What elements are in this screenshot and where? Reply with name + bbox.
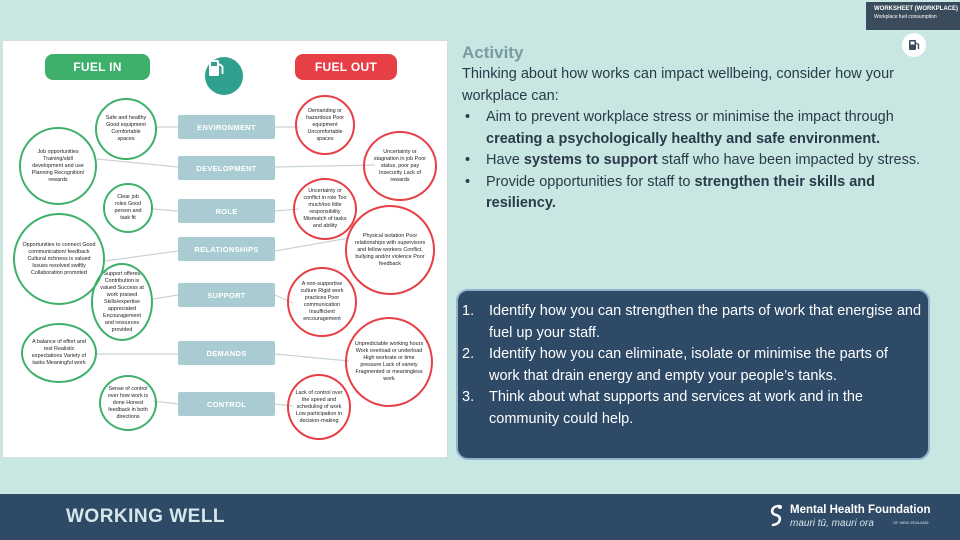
category-relationships: RELATIONSHIPS (178, 237, 275, 261)
step-item: 2. Identify how you can eliminate, isolate or minimise the parts of work that drain energy and empty your people’s tanks. (462, 346, 888, 384)
worksheet-tag (866, 2, 960, 30)
org-country: OF NEW ZEALAND (893, 520, 929, 525)
fuel-out-role: Uncertainty or conflict in role Too much/too little responsibility Mismatch of tasks and ability (293, 178, 357, 240)
fuel-out-relationships: Physical isolation Poor relationships with supervisors and fellow workers Conflict, bullying and/or violence Poor feedback (345, 205, 435, 295)
bullet-item: • Have systems to support staff who have been impacted by stress. (462, 150, 932, 172)
fuel-pump-icon (205, 57, 243, 95)
fuel-out-demands: Unpredictable working hours Work overload or underload High workrate or time pressure Lack of variety Fragmented or meaningless work (345, 317, 433, 407)
fuel-out-label: FUEL OUT (295, 54, 397, 80)
working-well-brand: WORKING WELL (66, 506, 226, 527)
fuel-in-demands: A balance of effort and rest Realistic expectations Variety of tasks Meaningful work (21, 323, 97, 383)
fuel-in-relationships: Opportunities to connect Good communication/ feedback Cultural richness is valued Issues resolved swiftly Collaboration promoted (13, 213, 105, 305)
org-tagline: mauri tū, mauri ora (790, 518, 874, 529)
fuel-out-support: A non-supportive culture Rigid work practices Poor communication Insufficient encouragement (287, 267, 357, 337)
step-item: 3. Think about what supports and services at work and in the community could help. (462, 389, 863, 427)
fuel-out-development: Uncertainty or stagnation in job Poor status, poor pay Insecurity Lack of rewards (363, 131, 437, 201)
category-environment: ENVIRONMENT (178, 115, 275, 139)
activity-title: Activity (462, 43, 524, 62)
worksheet-tag-subtitle: Workplace fuel consumption (874, 14, 937, 20)
fuel-diagram (2, 40, 448, 458)
category-support: SUPPORT (178, 283, 275, 307)
bullet-item: • Aim to prevent workplace stress or minimise the impact through creating a psychologically healthy and safe environment. (462, 107, 932, 150)
fuel-in-control: Sense of control over how work is done Honest feedback in both directions (99, 375, 157, 431)
category-role: ROLE (178, 199, 275, 223)
fuel-in-environment: Safe and healthy Good equipment Comfortable spaces (95, 98, 157, 160)
fuel-in-role: Clear job roles Good person and task fit (103, 183, 153, 233)
step-item: 1. Identify how you can strengthen the parts of work that energise and fuel up your staff. (462, 303, 922, 341)
mental-health-foundation-logo-icon (766, 503, 786, 534)
worksheet-tag-title: WORKSHEET (WORKPLACE) (874, 6, 958, 12)
fuel-out-environment: Demanding or hazardous Poor equipment Uncomfortable spaces (295, 95, 355, 155)
activity-steps (462, 301, 922, 430)
activity-intro: Thinking about how works can impact wellbeing, consider how your workplace can: (462, 66, 894, 104)
fuel-pump-icon (902, 33, 926, 57)
fuel-in-development: Job opportunities Training/skill development and use Planning Recognition/ rewards (19, 127, 97, 205)
category-control: CONTROL (178, 392, 275, 416)
activity-bullets (462, 107, 932, 215)
fuel-in-support: Support offered Contribution is valued Success at work praised Skills/expertise appreciated Encouragement and resources provided (91, 263, 153, 341)
footer (0, 494, 960, 540)
category-development: DEVELOPMENT (178, 156, 275, 180)
bullet-item: • Provide opportunities for staff to strengthen their skills and resiliency. (462, 172, 932, 215)
fuel-out-control: Lack of control over the speed and scheduling of work Low participation in decision-making (287, 374, 351, 440)
fuel-in-label: FUEL IN (45, 54, 150, 80)
category-demands: DEMANDS (178, 341, 275, 365)
org-name: Mental Health Foundation (790, 504, 931, 516)
